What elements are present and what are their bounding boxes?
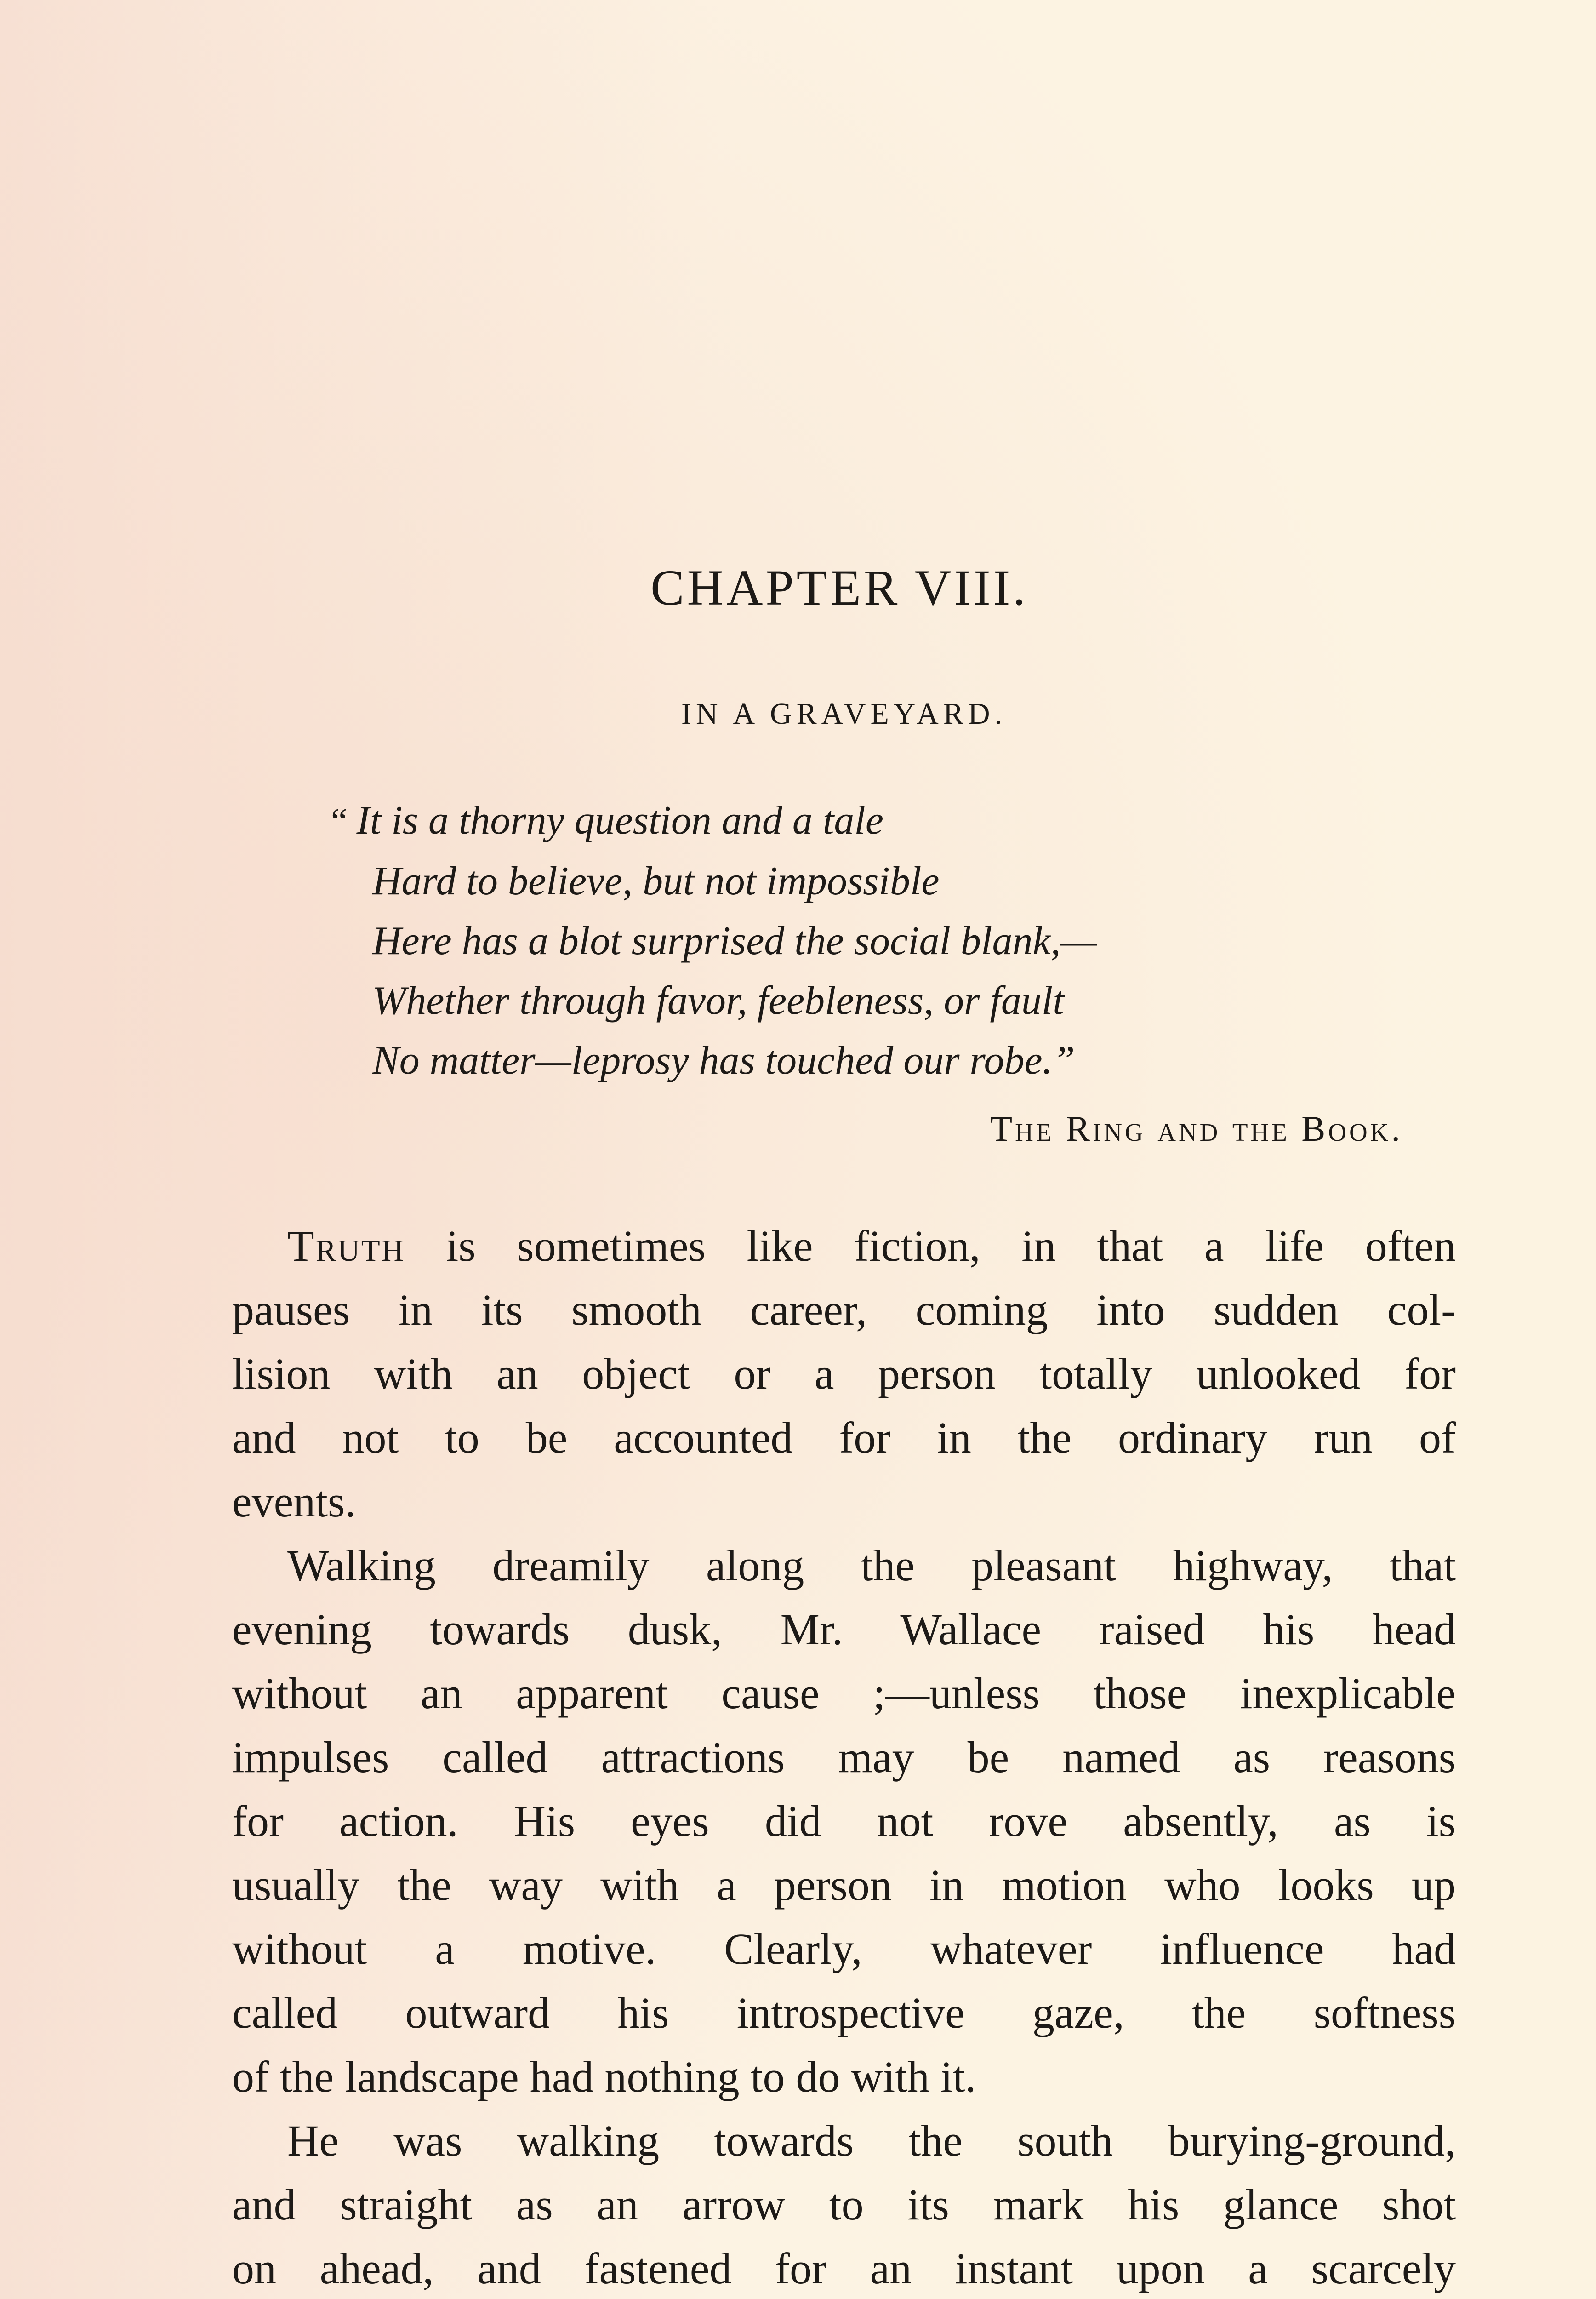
- paragraph-line: pauses in its smooth career, coming into sudden col-: [232, 1285, 1456, 1334]
- paragraph-line: lision with an object or a person totally unlooked for: [232, 1349, 1456, 1398]
- paragraph-line: impulses called attractions may be named as reasons: [232, 1733, 1456, 1782]
- paragraph-line-text: is sometimes like fiction, in that a life often: [405, 1221, 1456, 1270]
- paragraph-line: without a motive. Clearly, whatever influence had: [232, 1924, 1456, 1973]
- epigraph-open-quote: “: [331, 801, 348, 842]
- epigraph-line: Here has a blot surprised the social blank,—: [372, 919, 1097, 963]
- epigraph: [331, 791, 1430, 1091]
- epigraph-line: Whether through favor, feebleness, or fault: [372, 978, 1064, 1023]
- lead-word: Truth: [287, 1221, 405, 1270]
- epigraph-attribution: The Ring and the Book.: [990, 1109, 1403, 1149]
- paragraph-line: and not to be accounted for in the ordinary run of: [232, 1413, 1456, 1462]
- paragraph-line: He was walking towards the south burying-ground,: [287, 2116, 1456, 2165]
- epigraph-line: Hard to believe, but not impossible: [372, 859, 940, 904]
- paragraph-line: for action. His eyes did not rove absently, as is: [232, 1796, 1456, 1846]
- paragraph-line: Walking dreamily along the pleasant highway, that: [287, 1541, 1456, 1590]
- body-text: [232, 1214, 1456, 2299]
- paragraph-line: of the landscape had nothing to do with it.: [232, 2052, 976, 2101]
- paragraph-line: evening towards dusk, Mr. Wallace raised his head: [232, 1605, 1456, 1654]
- paragraph-line: and straight as an arrow to its mark his glance shot: [232, 2180, 1456, 2229]
- epigraph-line-text: It is a thorny question and a tale: [356, 798, 884, 843]
- epigraph-line: [331, 791, 1430, 852]
- paragraph-line: called outward his introspective gaze, the softness: [232, 1988, 1456, 2037]
- paragraph-line: without an apparent cause ;—unless those inexplicable: [232, 1669, 1456, 1718]
- paragraph-line: usually the way with a person in motion who looks up: [232, 1860, 1456, 1910]
- chapter-subtitle: IN A GRAVEYARD.: [681, 697, 1007, 731]
- chapter-title: CHAPTER VIII.: [650, 560, 1028, 616]
- paragraph-line: on ahead, and fastened for an instant upon a scarcely: [232, 2244, 1456, 2293]
- paragraph-line: [232, 1214, 1456, 1278]
- paragraph-line: events.: [232, 1477, 356, 1526]
- epigraph-line: No matter—leprosy has touched our robe.”: [372, 1038, 1075, 1083]
